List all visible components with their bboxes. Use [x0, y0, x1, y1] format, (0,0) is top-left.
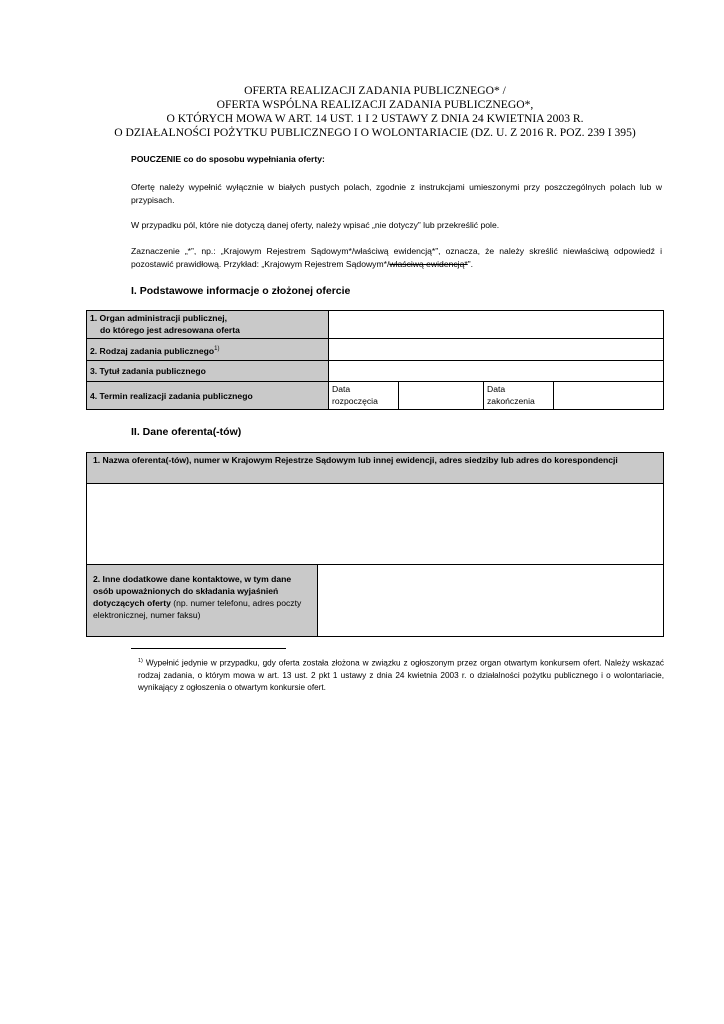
instructions-paragraph-3: Zaznaczenie „*”, np.: „Krajowym Rejestrem Sądowym*/właściwą ewidencją*”, oznacza, że należy skreślić niewłaściwą odpowiedź i pozostawić prawidłową. Przykład: „Krajowym Rejestrem Sądowym*/właściwą ewidencją*”. — [131, 246, 662, 269]
title-line-2: OFERTA WSPÓLNA REALIZACJI ZADANIA PUBLICZNEGO*, — [216, 98, 534, 111]
footnote-marker: 1) — [138, 658, 143, 664]
basic-info-table — [86, 310, 664, 410]
title-line-4: O DZIAŁALNOŚCI POŻYTKU PUBLICZNEGO I O WOLONTARIACIE (DZ. U. Z 2016 R. POZ. 239 I 395) — [114, 126, 636, 139]
title-line-3: O KTÓRYCH MOWA W ART. 14 UST. 1 I 2 USTAWY Z DNIA 24 KWIETNIA 2003 R. — [166, 112, 584, 125]
organ-input-field[interactable] — [329, 311, 664, 339]
table-row — [87, 339, 664, 361]
offerer-name-input-field[interactable] — [87, 484, 664, 565]
contact-data-input-field[interactable] — [318, 565, 664, 637]
task-title-input-field[interactable] — [329, 361, 664, 382]
table-row — [87, 484, 664, 565]
table-row — [87, 453, 664, 484]
section-1-heading: I. Podstawowe informacje o złożonej ofercie — [131, 285, 351, 297]
footnote-ref: 1) — [214, 345, 220, 352]
row-label-contact-data: 2. Inne dodatkowe dane kontaktowe, w tym dane osób upoważnionych do składania wyjaśnień dotyczących oferty (np. numer telefonu, adres poczty elektronicznej, numer faksu) — [87, 565, 318, 637]
task-type-input-field[interactable] — [329, 339, 664, 361]
strikethrough-example: właściwą ewidencją* — [389, 258, 468, 269]
instructions-title: POUCZENIE co do sposobu wypełniania oferty: — [131, 154, 325, 164]
table-row — [87, 565, 664, 637]
instructions-paragraph-1: Ofertę należy wypełnić wyłącznie w białych pustych polach, zgodnie z instrukcjami umieszonymi przy poszczególnych polach lub w przypisach. — [131, 182, 662, 205]
section-2-heading: II. Dane oferenta(-tów) — [131, 426, 242, 438]
footnote-separator — [131, 648, 286, 649]
start-date-input[interactable] — [399, 382, 484, 410]
table-row — [87, 361, 664, 382]
row-label-task-period: 4. Termin realizacji zadania publicznego — [87, 382, 329, 410]
table-row — [87, 382, 664, 410]
row-label-task-title: 3. Tytuł zadania publicznego — [87, 361, 329, 382]
instructions-paragraph-2: W przypadku pól, które nie dotyczą danej oferty, należy wpisać „nie dotyczy” lub przekreślić pole. — [131, 220, 500, 230]
end-date-input[interactable] — [554, 382, 664, 410]
document-title — [86, 84, 664, 140]
start-date-label: Data rozpoczęcia — [329, 382, 399, 410]
footnote: $^{1)}$ Wypełnić jedynie w przypadku, gdy oferta została złożona w związku z ogłoszonym przez organ otwartym konkursem ofert. Należy wskazać rodzaj zadania, o którym mowa w art. 13 ust. 2 pkt 1 ustawy z dnia 24 kwietnia 2003 r. o działalności pożytku publicznego i o wolontariacie, wynikający z ogłoszenia o otwartym konkursie ofert. — [138, 658, 664, 692]
title-line-1: OFERTA REALIZACJI ZADANIA PUBLICZNEGO* / — [244, 84, 506, 97]
table-row — [87, 311, 664, 339]
row-label-offerer-name: 1. Nazwa oferenta(-tów), numer w Krajowym Rejestrze Sądowym lub innej ewidencji, adres siedziby lub adres do korespondencji — [87, 453, 664, 484]
end-date-label: Data zakończenia — [484, 382, 554, 410]
offerer-data-table — [86, 452, 664, 637]
row-label-organ: 1. Organ administracji publicznej, do którego jest adresowana oferta — [87, 311, 329, 339]
row-label-task-type: 2. Rodzaj zadania publicznego$^{1)}$ — [87, 339, 329, 361]
